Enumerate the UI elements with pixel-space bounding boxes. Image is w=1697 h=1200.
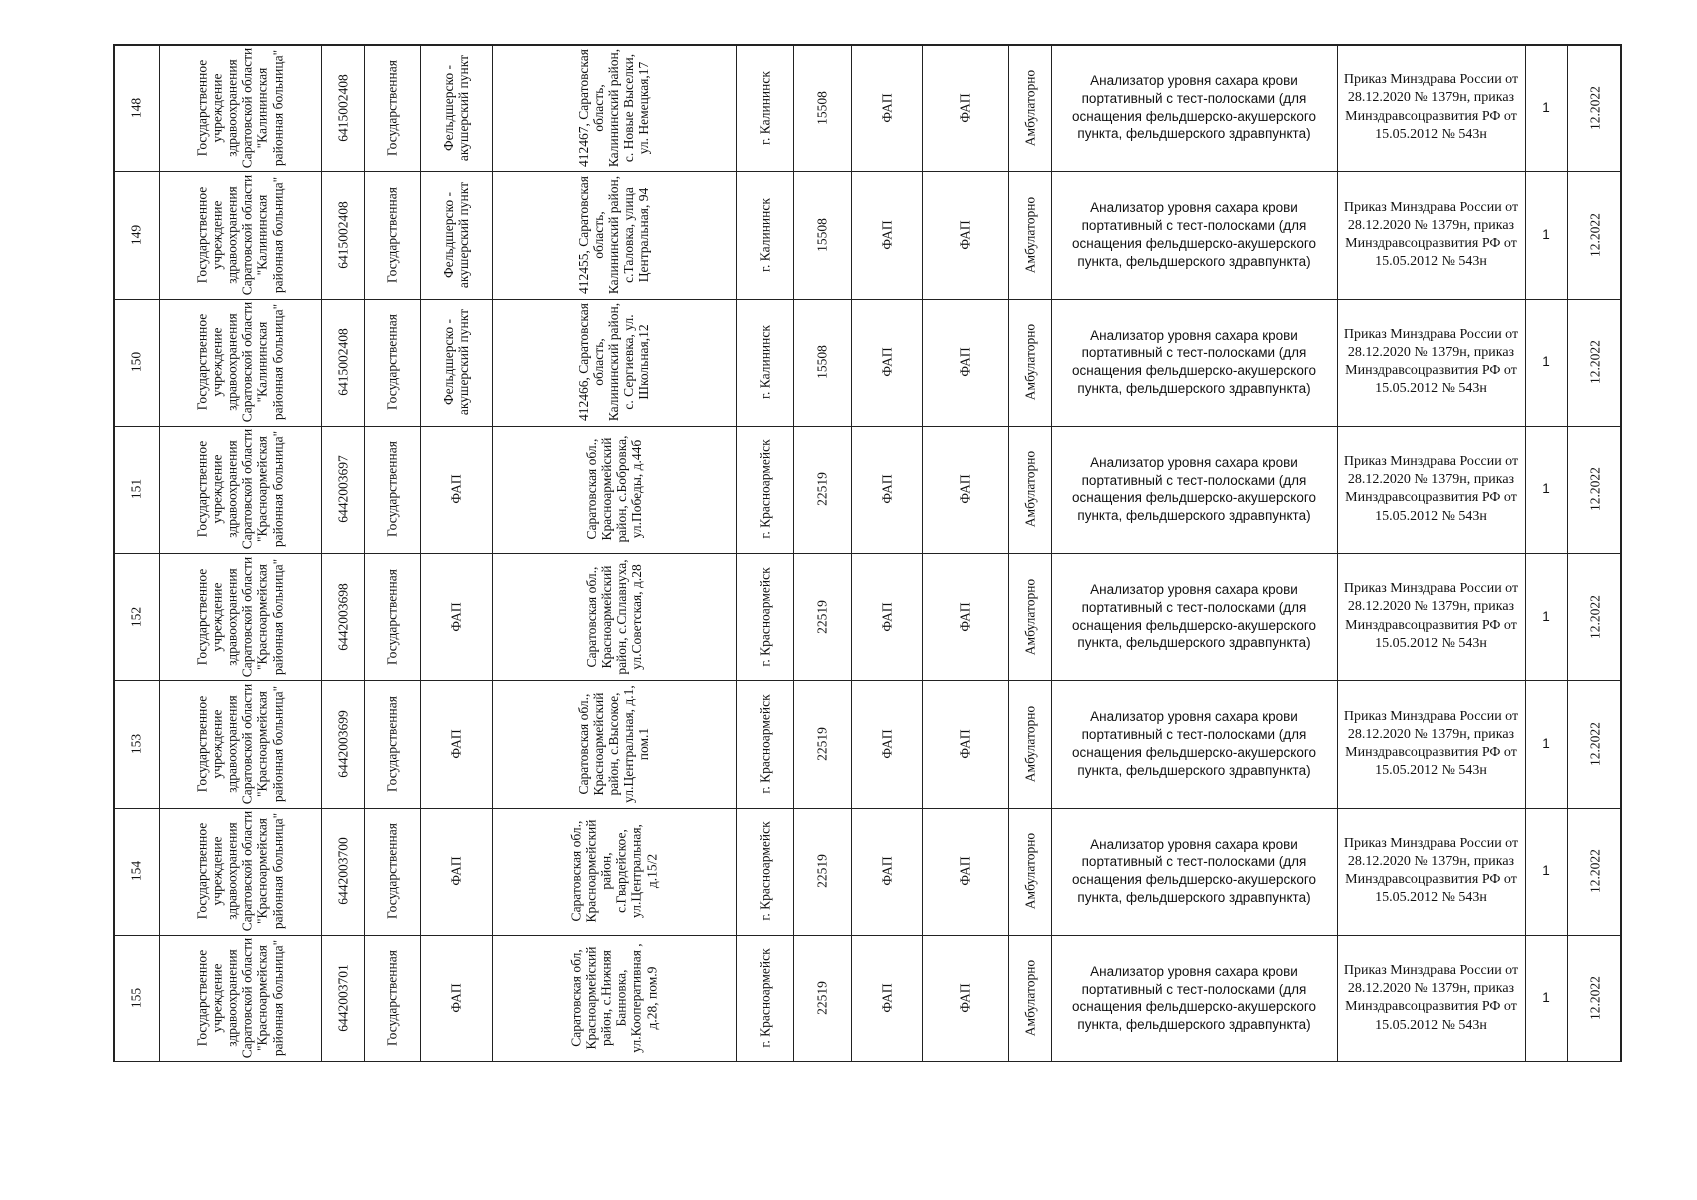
mode-text: Амбулаторно [1021,196,1037,274]
date-cell [1567,299,1622,426]
date-text: 12.2022 [1586,976,1602,1021]
unit-type-cell [922,426,1008,553]
equipment-cell [1051,808,1337,935]
organization-cell [159,299,321,426]
quantity-text: 1 [1542,354,1550,370]
unit-cell [851,680,922,807]
organization-cell [159,553,321,680]
code-cell [793,426,851,553]
city-text: г. Красноармейск [756,566,772,667]
inn-cell [321,299,364,426]
order-cell [1337,299,1525,426]
mode-cell [1008,808,1051,935]
city-cell [736,808,793,935]
ownership-cell [364,680,420,807]
address-cell [492,299,736,426]
equipment-cell [1051,680,1337,807]
address-text: Саратовская обл., Красноармейский район, с.Высокое, ул.Центральная, д.1, пом.1 [576,685,652,803]
inn-cell [321,426,364,553]
city-cell [736,553,793,680]
row-number-text: 150 [128,352,144,373]
ownership-cell [364,299,420,426]
address-cell [492,553,736,680]
code-text: 22519 [814,599,830,634]
code-text: 22519 [814,981,830,1016]
facility-type-text: ФАП [448,601,464,632]
city-cell [736,680,793,807]
quantity-cell [1525,299,1567,426]
mode-text: Амбулаторно [1021,69,1037,146]
quantity-cell [1525,44,1567,171]
ownership-text: Государственная [384,695,400,792]
equipment-cell [1051,935,1337,1062]
city-text: г. Калининск [756,70,772,145]
order-cell [1337,935,1525,1062]
unit-type-cell [922,808,1008,935]
order-cell [1337,553,1525,680]
unit-cell [851,44,922,171]
code-text: 15508 [814,90,830,125]
mode-text: Амбулаторно [1021,451,1037,528]
mode-text: Амбулаторно [1021,578,1037,655]
address-cell [492,935,736,1062]
inn-cell [321,935,364,1062]
unit-cell [851,299,922,426]
equipment-cell [1051,553,1337,680]
address-text: Саратовская обл, Красноармейский район, с.Нижняя Банновка, ул.Кооперативная , д.28, пом.9 [568,943,660,1054]
code-cell [793,680,851,807]
unit-text: ФАП [878,601,894,632]
unit-text: ФАП [878,347,894,377]
row-number-text: 154 [128,861,144,882]
city-text: г. Калининск [756,325,772,400]
inn-text: 6442003698 [334,582,350,651]
row-number-cell [113,171,159,298]
order-text: Приказ Минздрава России от 28.12.2020 № 1379н, приказ Минздравсоцразвития РФ от 15.05.2012 № 543н [1343,454,1519,524]
facility-type-cell [420,299,492,426]
ownership-cell [364,808,420,935]
facility-type-cell [420,426,492,553]
row-number-cell [113,680,159,807]
date-text: 12.2022 [1586,212,1602,257]
equipment-cell [1051,44,1337,171]
address-text: 412466, Саратовская область, Калининский район, с. Сергиевка, ул. Школьная,12 [576,303,652,422]
order-cell [1337,171,1525,298]
organization-cell [159,426,321,553]
code-text: 15508 [814,345,830,379]
code-cell [793,171,851,298]
organization-cell [159,44,321,171]
unit-type-text: ФАП [957,474,973,505]
inn-text: 6415002408 [334,201,350,269]
equipment-text: Анализатор уровня сахара крови портативный с тест-полосками (для оснащения фельдшерско-акушерского пункта, фельдшерского здравпункта) [1072,327,1316,396]
ownership-cell [364,553,420,680]
date-cell [1567,808,1622,935]
facility-type-cell [420,935,492,1062]
unit-type-cell [922,935,1008,1062]
inn-text: 6442003699 [334,710,350,778]
unit-text: ФАП [878,856,894,886]
ownership-text: Государственная [384,568,400,665]
equipment-text: Анализатор уровня сахара крови портативный с тест-полосками (для оснащения фельдшерско-акушерского пункта, фельдшерского здравпункта) [1072,963,1316,1033]
address-text: Саратовская обл., Красноармейский район, с.Бобровка, ул.Победы, д.44б [583,435,645,543]
inn-text: 6442003700 [334,837,350,905]
address-text: 412467, Саратовская область, Калининский район, с. Новые Выселки, ул. Немецкая,17 [576,48,652,167]
organization-text: Государственное учреждение здравоохранения Саратовской области "Красноармейская районная больница" [194,938,286,1059]
city-text: г. Красноармейск [756,948,772,1049]
code-cell [793,44,851,171]
unit-type-cell [922,680,1008,807]
inn-cell [321,171,364,298]
order-text: Приказ Минздрава России от 28.12.2020 № 1379н, приказ Минздравсоцразвития РФ от 15.05.2012 № 543н [1343,72,1519,142]
row-number-cell [113,935,159,1062]
city-cell [736,171,793,298]
quantity-cell [1525,935,1567,1062]
row-number-cell [113,426,159,553]
ownership-cell [364,44,420,171]
unit-text: ФАП [878,983,894,1014]
unit-cell [851,426,922,553]
quantity-cell [1525,553,1567,680]
unit-type-text: ФАП [957,220,973,250]
order-text: Приказ Минздрава России от 28.12.2020 № 1379н, приказ Минздравсоцразвития РФ от 15.05.2012 № 543н [1343,199,1519,270]
order-text: Приказ Минздрава России от 28.12.2020 № 1379н, приказ Минздравсоцразвития РФ от 15.05.2012 № 543н [1343,835,1519,906]
address-cell [492,808,736,935]
unit-cell [851,171,922,298]
date-cell [1567,935,1622,1062]
equipment-cell [1051,426,1337,553]
inn-cell [321,44,364,171]
quantity-text: 1 [1542,863,1550,879]
address-text: Саратовская обл., Красноармейский район, с.Сплавнуха, ул.Советская, д.28 [583,558,645,675]
unit-type-cell [922,299,1008,426]
date-text: 12.2022 [1586,85,1602,130]
facility-type-cell [420,808,492,935]
mode-text: Амбулаторно [1021,960,1037,1037]
date-text: 12.2022 [1586,849,1602,894]
code-text: 22519 [814,854,830,888]
date-cell [1567,426,1622,553]
date-text: 12.2022 [1586,594,1602,639]
ownership-text: Государственная [384,186,400,283]
unit-type-cell [922,44,1008,171]
equipment-text: Анализатор уровня сахара крови портативный с тест-полосками (для оснащения фельдшерско-акушерского пункта, фельдшерского здравпункта) [1072,454,1316,524]
code-cell [793,553,851,680]
unit-type-text: ФАП [957,92,973,123]
unit-text: ФАП [878,729,894,759]
order-cell [1337,44,1525,171]
inn-text: 6415002408 [334,328,350,396]
equipment-cell [1051,171,1337,298]
address-text: Саратовская обл., Красноармейский район, с.Гвардейское, ул.Центральная, д.15/2 [568,819,660,923]
equipment-text: Анализатор уровня сахара крови портативный с тест-полосками (для оснащения фельдшерско-акушерского пункта, фельдшерского здравпункта) [1072,709,1316,778]
city-text: г. Красноармейск [756,694,772,794]
facility-type-text: ФАП [448,474,464,505]
facility-type-text: Фельдшерско - акушерский пункт [440,54,471,161]
organization-text: Государственное учреждение здравоохранения Саратовской области "Красноармейская районная больница" [194,429,286,550]
code-cell [793,299,851,426]
quantity-text: 1 [1542,735,1550,751]
date-cell [1567,553,1622,680]
date-cell [1567,44,1622,171]
organization-cell [159,171,321,298]
facility-type-text: ФАП [448,983,464,1014]
inn-cell [321,553,364,680]
facility-type-cell [420,44,492,171]
facility-type-text: Фельдшерско - акушерский пункт [440,309,471,416]
quantity-text: 1 [1542,481,1550,497]
ownership-text: Государственная [384,441,400,538]
date-cell [1567,680,1622,807]
organization-text: Государственное учреждение здравоохранения Саратовской области "Калининская районная больница" [194,301,286,423]
address-cell [492,426,736,553]
order-text: Приказ Минздрава России от 28.12.2020 № 1379н, приказ Минздравсоцразвития РФ от 15.05.2012 № 543н [1343,708,1519,779]
date-cell [1567,171,1622,298]
unit-type-text: ФАП [957,729,973,759]
date-text: 12.2022 [1586,340,1602,385]
unit-type-cell [922,553,1008,680]
quantity-text: 1 [1542,226,1550,242]
date-text: 12.2022 [1586,467,1602,512]
organization-text: Государственное учреждение здравоохранения Саратовской области "Красноармейская районная больница" [194,683,286,805]
equipment-text: Анализатор уровня сахара крови портативный с тест-полосками (для оснащения фельдшерско-акушерского пункта, фельдшерского здравпункта) [1072,582,1316,651]
equipment-text: Анализатор уровня сахара крови портативный с тест-полосками (для оснащения фельдшерско-акушерского пункта, фельдшерского здравпункта) [1072,73,1316,142]
equipment-text: Анализатор уровня сахара крови портативный с тест-полосками (для оснащения фельдшерско-акушерского пункта, фельдшерского здравпункта) [1072,200,1316,269]
address-cell [492,680,736,807]
date-text: 12.2022 [1586,721,1602,766]
row-number-cell [113,299,159,426]
city-cell [736,935,793,1062]
row-number-text: 153 [128,733,144,754]
ownership-text: Государственная [384,59,400,156]
ownership-cell [364,426,420,553]
organization-text: Государственное учреждение здравоохранения Саратовской области "Красноармейская районная больница" [194,556,286,677]
row-number-text: 149 [128,224,144,245]
row-number-text: 148 [128,97,144,118]
mode-cell [1008,935,1051,1062]
organization-cell [159,808,321,935]
code-cell [793,808,851,935]
address-cell [492,44,736,171]
address-cell [492,171,736,298]
inn-text: 6442003697 [334,455,350,524]
order-text: Приказ Минздрава России от 28.12.2020 № 1379н, приказ Минздравсоцразвития РФ от 15.05.2012 № 543н [1343,963,1519,1033]
unit-text: ФАП [878,474,894,505]
quantity-cell [1525,808,1567,935]
ownership-cell [364,171,420,298]
order-cell [1337,808,1525,935]
city-text: г. Красноармейск [756,821,772,921]
organization-text: Государственное учреждение здравоохранения Саратовской области "Калининская районная больница" [194,174,286,296]
organization-text: Государственное учреждение здравоохранения Саратовской области "Калининская районная больница" [194,47,286,168]
city-text: г. Красноармейск [756,439,772,540]
city-text: г. Калининск [756,197,772,272]
city-cell [736,426,793,553]
equipment-text: Анализатор уровня сахара крови портативный с тест-полосками (для оснащения фельдшерско-акушерского пункта, фельдшерского здравпункта) [1072,836,1316,905]
code-text: 22519 [814,472,830,507]
unit-type-text: ФАП [957,347,973,377]
quantity-text: 1 [1542,990,1550,1006]
ownership-text: Государственная [384,823,400,920]
equipment-table [113,44,1622,1062]
ownership-text: Государственная [384,950,400,1047]
facility-type-cell [420,171,492,298]
order-text: Приказ Минздрава России от 28.12.2020 № 1379н, приказ Минздравсоцразвития РФ от 15.05.2012 № 543н [1343,581,1519,651]
facility-type-text: Фельдшерско - акушерский пункт [440,181,471,288]
code-text: 15508 [814,218,830,252]
row-number-cell [113,553,159,680]
mode-cell [1008,426,1051,553]
mode-cell [1008,299,1051,426]
unit-text: ФАП [878,92,894,123]
row-number-text: 155 [128,988,144,1009]
mode-cell [1008,553,1051,680]
city-cell [736,44,793,171]
facility-type-text: ФАП [448,729,464,759]
order-cell [1337,680,1525,807]
code-cell [793,935,851,1062]
row-number-cell [113,808,159,935]
organization-cell [159,935,321,1062]
unit-type-text: ФАП [957,601,973,632]
unit-cell [851,935,922,1062]
code-text: 22519 [814,727,830,761]
mode-text: Амбулаторно [1021,705,1037,783]
mode-cell [1008,171,1051,298]
mode-text: Амбулаторно [1021,323,1037,401]
unit-cell [851,808,922,935]
table-grid [113,44,1622,1062]
unit-text: ФАП [878,220,894,250]
mode-text: Амбулаторно [1021,832,1037,910]
mode-cell [1008,44,1051,171]
quantity-cell [1525,680,1567,807]
facility-type-text: ФАП [448,856,464,886]
facility-type-cell [420,553,492,680]
unit-type-text: ФАП [957,983,973,1014]
row-number-text: 152 [128,606,144,627]
equipment-cell [1051,299,1337,426]
order-cell [1337,426,1525,553]
organization-text: Государственное учреждение здравоохранения Саратовской области "Красноармейская районная больница" [194,810,286,932]
ownership-cell [364,935,420,1062]
mode-cell [1008,680,1051,807]
unit-type-text: ФАП [957,856,973,886]
unit-type-cell [922,171,1008,298]
quantity-cell [1525,171,1567,298]
organization-cell [159,680,321,807]
inn-text: 6415002408 [334,73,350,142]
ownership-text: Государственная [384,314,400,411]
quantity-text: 1 [1542,608,1550,624]
city-cell [736,299,793,426]
inn-cell [321,808,364,935]
quantity-text: 1 [1542,99,1550,115]
row-number-text: 151 [128,479,144,500]
inn-text: 6442003701 [334,964,350,1033]
address-text: 412455, Саратовская область, Калининский район, с.Таловка, улица Центральная, 94 [576,175,652,295]
order-text: Приказ Минздрава России от 28.12.2020 № 1379н, приказ Минздравсоцразвития РФ от 15.05.2012 № 543н [1343,326,1519,397]
unit-cell [851,553,922,680]
row-number-cell [113,44,159,171]
inn-cell [321,680,364,807]
facility-type-cell [420,680,492,807]
quantity-cell [1525,426,1567,553]
